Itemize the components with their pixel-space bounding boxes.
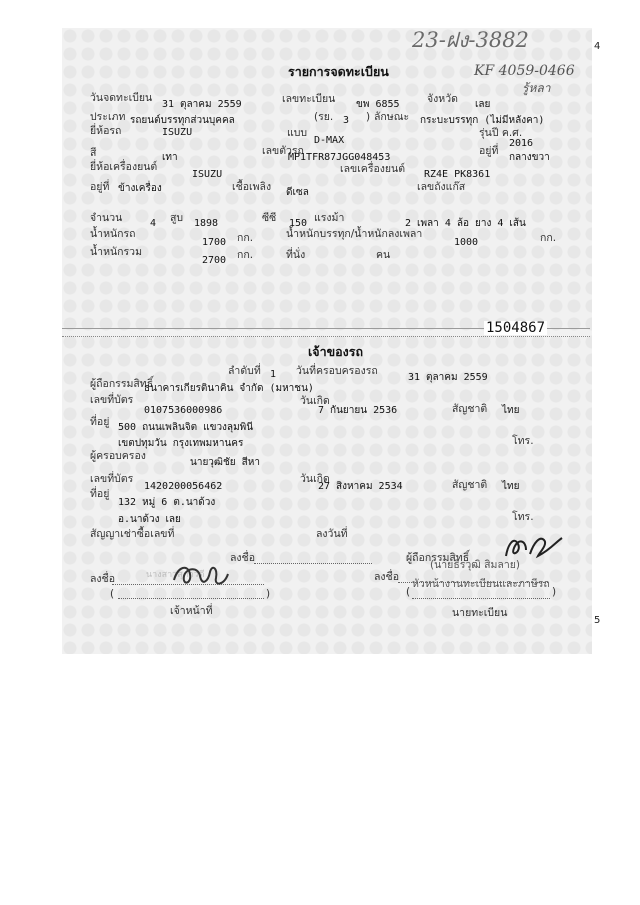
weight-unit: กก. bbox=[237, 232, 254, 244]
brand-label: ยี่ห้อรถ bbox=[90, 125, 122, 137]
load-value: 1000 bbox=[454, 237, 479, 248]
occupant-value: นายวุฒิชัย สีหา bbox=[190, 457, 260, 468]
occupant-tel-label: โทร. bbox=[512, 511, 534, 523]
left-sign-label-2: ลงชื่อ bbox=[230, 552, 255, 564]
cc-value: 1898 bbox=[194, 218, 219, 229]
load-unit: กก. bbox=[540, 232, 557, 244]
right-bracket-close: ) bbox=[552, 586, 557, 598]
occupant-nat-label: สัญชาติ bbox=[452, 479, 488, 491]
holder-dob-value: 7 กันยายน 2536 bbox=[318, 405, 398, 416]
count-label: จำนวน bbox=[90, 212, 123, 224]
rs-value: 3 bbox=[343, 115, 350, 126]
cylinders-unit: สูบ bbox=[170, 212, 184, 224]
model-label: แบบ bbox=[287, 127, 308, 139]
province-label: จังหวัด bbox=[427, 93, 458, 105]
engine-brand-value: ISUZU bbox=[192, 169, 223, 180]
character-value: กระบะบรรทุก (ไม่มีหลังคา) bbox=[420, 115, 545, 126]
fuel-label: เชื้อเพลิง bbox=[232, 181, 272, 193]
left-bracket-close: ) bbox=[266, 588, 271, 600]
chassis-loc-value: กลางขวา bbox=[509, 152, 550, 163]
fuel-value: ดีเซล bbox=[286, 187, 309, 198]
year-label: รุ่นปี ค.ศ. bbox=[479, 127, 523, 139]
weight-label: น้ำหนักรถ bbox=[90, 228, 136, 240]
left-stamp-name: นางสาวสุภาวดี bbox=[146, 570, 205, 580]
handwritten-note: รู้หลา bbox=[522, 81, 551, 95]
left-name-line bbox=[118, 598, 264, 599]
holder-addr-2: เขตปทุมวัน กรุงเทพมหานคร bbox=[118, 438, 244, 449]
occupant-addr-2: อ.นาด้วง เลย bbox=[118, 514, 181, 525]
character-label: ลักษณะ bbox=[374, 111, 410, 123]
color-value: เทา bbox=[162, 152, 178, 163]
engine-loc-value: ข้างเครื่อง bbox=[118, 183, 162, 194]
lease-label: สัญญาเช่าซื้อเลขที่ bbox=[90, 528, 175, 540]
brand-value: ISUZU bbox=[162, 127, 193, 138]
right-title: นายทะเบียน bbox=[452, 607, 508, 619]
engine-no-label: เลขเครื่องยนต์ bbox=[340, 163, 406, 175]
holder-tel-label: โทร. bbox=[512, 435, 534, 447]
handwritten-ref-code: KF 4059-0466 bbox=[474, 63, 575, 79]
right-holder-label: ผู้ถือกรรมสิทธิ์ bbox=[406, 552, 470, 564]
page-number-top: 4 bbox=[594, 41, 601, 52]
holder-nat-label: สัญชาติ bbox=[452, 403, 488, 415]
type-value: รถยนต์บรรทุกส่วนบุคคล bbox=[130, 115, 235, 126]
right-name: (นายธีรวุฒิ สิมลาย) bbox=[430, 559, 520, 571]
holder-nat-value: ไทย bbox=[502, 405, 520, 416]
occupant-dob-value: 27 สิงหาคม 2534 bbox=[318, 481, 403, 492]
date-value: 31 ตุลาคม 2559 bbox=[162, 99, 242, 110]
holder-dob-label: วันเกิด bbox=[300, 395, 330, 407]
hp-value: 150 bbox=[289, 218, 308, 229]
holder-value: ธนาคารเกียรตินาคิน จำกัด (มหาชน) bbox=[144, 383, 314, 394]
order-label: ลำดับที่ bbox=[228, 365, 261, 377]
color-label: สี bbox=[90, 147, 97, 159]
total-unit: กก. bbox=[237, 249, 254, 261]
year-value: 2016 bbox=[509, 138, 534, 149]
occupant-addr-1: 132 หมู่ 6 ต.นาด้วง bbox=[118, 497, 216, 508]
owner-title: เจ้าของรถ bbox=[308, 344, 364, 359]
possession-date-label: วันที่ครอบครองรถ bbox=[296, 365, 378, 377]
left-bracket-open: ( bbox=[110, 588, 115, 600]
right-position: หัวหน้างานทะเบียนและภาษีรถ bbox=[412, 578, 550, 590]
right-bracket-open: ( bbox=[406, 586, 411, 598]
page-number-bottom: 5 bbox=[594, 615, 601, 626]
occupant-label: ผู้ครอบครอง bbox=[90, 450, 146, 462]
gas-tank-label: เลขถังแก๊ส bbox=[417, 181, 466, 193]
lease-date-label: ลงวันที่ bbox=[316, 528, 348, 540]
left-signature-mark bbox=[168, 556, 234, 592]
occupant-id-label: เลขที่บัตร bbox=[90, 473, 134, 485]
load-label: น้ำหนักบรรทุก/น้ำหนักลงเพลา bbox=[286, 228, 423, 240]
left-title: เจ้าหน้าที่ bbox=[170, 605, 213, 617]
right-name-line bbox=[412, 598, 550, 599]
registration-title: รายการจดทะเบียน bbox=[288, 64, 389, 79]
plate-value: ขพ 6855 bbox=[356, 99, 400, 110]
section-divider-dotted bbox=[62, 336, 590, 337]
rs-label: (รย. bbox=[314, 111, 334, 123]
chassis-value: MP1TFR87JGG048453 bbox=[288, 152, 391, 163]
chassis-loc-label: อยู่ที่ bbox=[479, 145, 499, 157]
holder-id-label: เลขที่บัตร bbox=[90, 394, 134, 406]
handwritten-reg-code: 23-ฝง-3882 bbox=[412, 28, 529, 52]
holder-id-value: 0107536000986 bbox=[144, 405, 223, 416]
seats-label: ที่นั่ง bbox=[286, 249, 306, 261]
occupant-nat-value: ไทย bbox=[502, 481, 520, 492]
holder-addr-1: 500 ถนนเพลินจิต แขวงลุมพินี bbox=[118, 422, 254, 433]
cylinders-value: 4 bbox=[150, 218, 157, 229]
axle-text: 2 เพลา 4 ล้อ ยาง 4 เส้น bbox=[405, 218, 526, 229]
right-signature-mark bbox=[500, 530, 566, 564]
right-sign-label: ลงชื่อ bbox=[374, 571, 399, 583]
cc-unit: ซีซี bbox=[262, 212, 277, 224]
possession-date-value: 31 ตุลาคม 2559 bbox=[408, 372, 488, 383]
hp-unit: แรงม้า bbox=[314, 212, 345, 224]
order-value: 1 bbox=[270, 369, 277, 380]
type-label: ประเภท bbox=[90, 111, 126, 123]
seats-unit: คน bbox=[376, 249, 391, 261]
occupant-addr-label: ที่อยู่ bbox=[90, 488, 110, 500]
occupant-dob-label: วันเกิด bbox=[300, 473, 330, 485]
plate-label: เลขทะเบียน bbox=[282, 93, 336, 105]
chassis-label: เลขตัวรถ bbox=[262, 145, 304, 157]
serial-number: 1504867 bbox=[486, 320, 546, 336]
engine-loc-label: อยู่ที่ bbox=[90, 181, 110, 193]
left-sign-line-2 bbox=[254, 563, 372, 564]
engine-brand-label: ยี่ห้อเครื่องยนต์ bbox=[90, 161, 158, 173]
rs-close: ) bbox=[366, 111, 371, 123]
occupant-id-value: 1420200056462 bbox=[144, 481, 223, 492]
left-sign-label: ลงชื่อ bbox=[90, 573, 115, 585]
model-value: D-MAX bbox=[314, 135, 345, 146]
weight-value: 1700 bbox=[202, 237, 227, 248]
total-label: น้ำหนักรวม bbox=[90, 246, 142, 258]
engine-no-value: RZ4E PK8361 bbox=[424, 169, 491, 180]
holder-label: ผู้ถือกรรมสิทธิ์ bbox=[90, 378, 154, 390]
date-label: วันจดทะเบียน bbox=[90, 92, 153, 104]
total-value: 2700 bbox=[202, 255, 227, 266]
province-value: เลย bbox=[475, 99, 491, 110]
holder-addr-label: ที่อยู่ bbox=[90, 416, 110, 428]
